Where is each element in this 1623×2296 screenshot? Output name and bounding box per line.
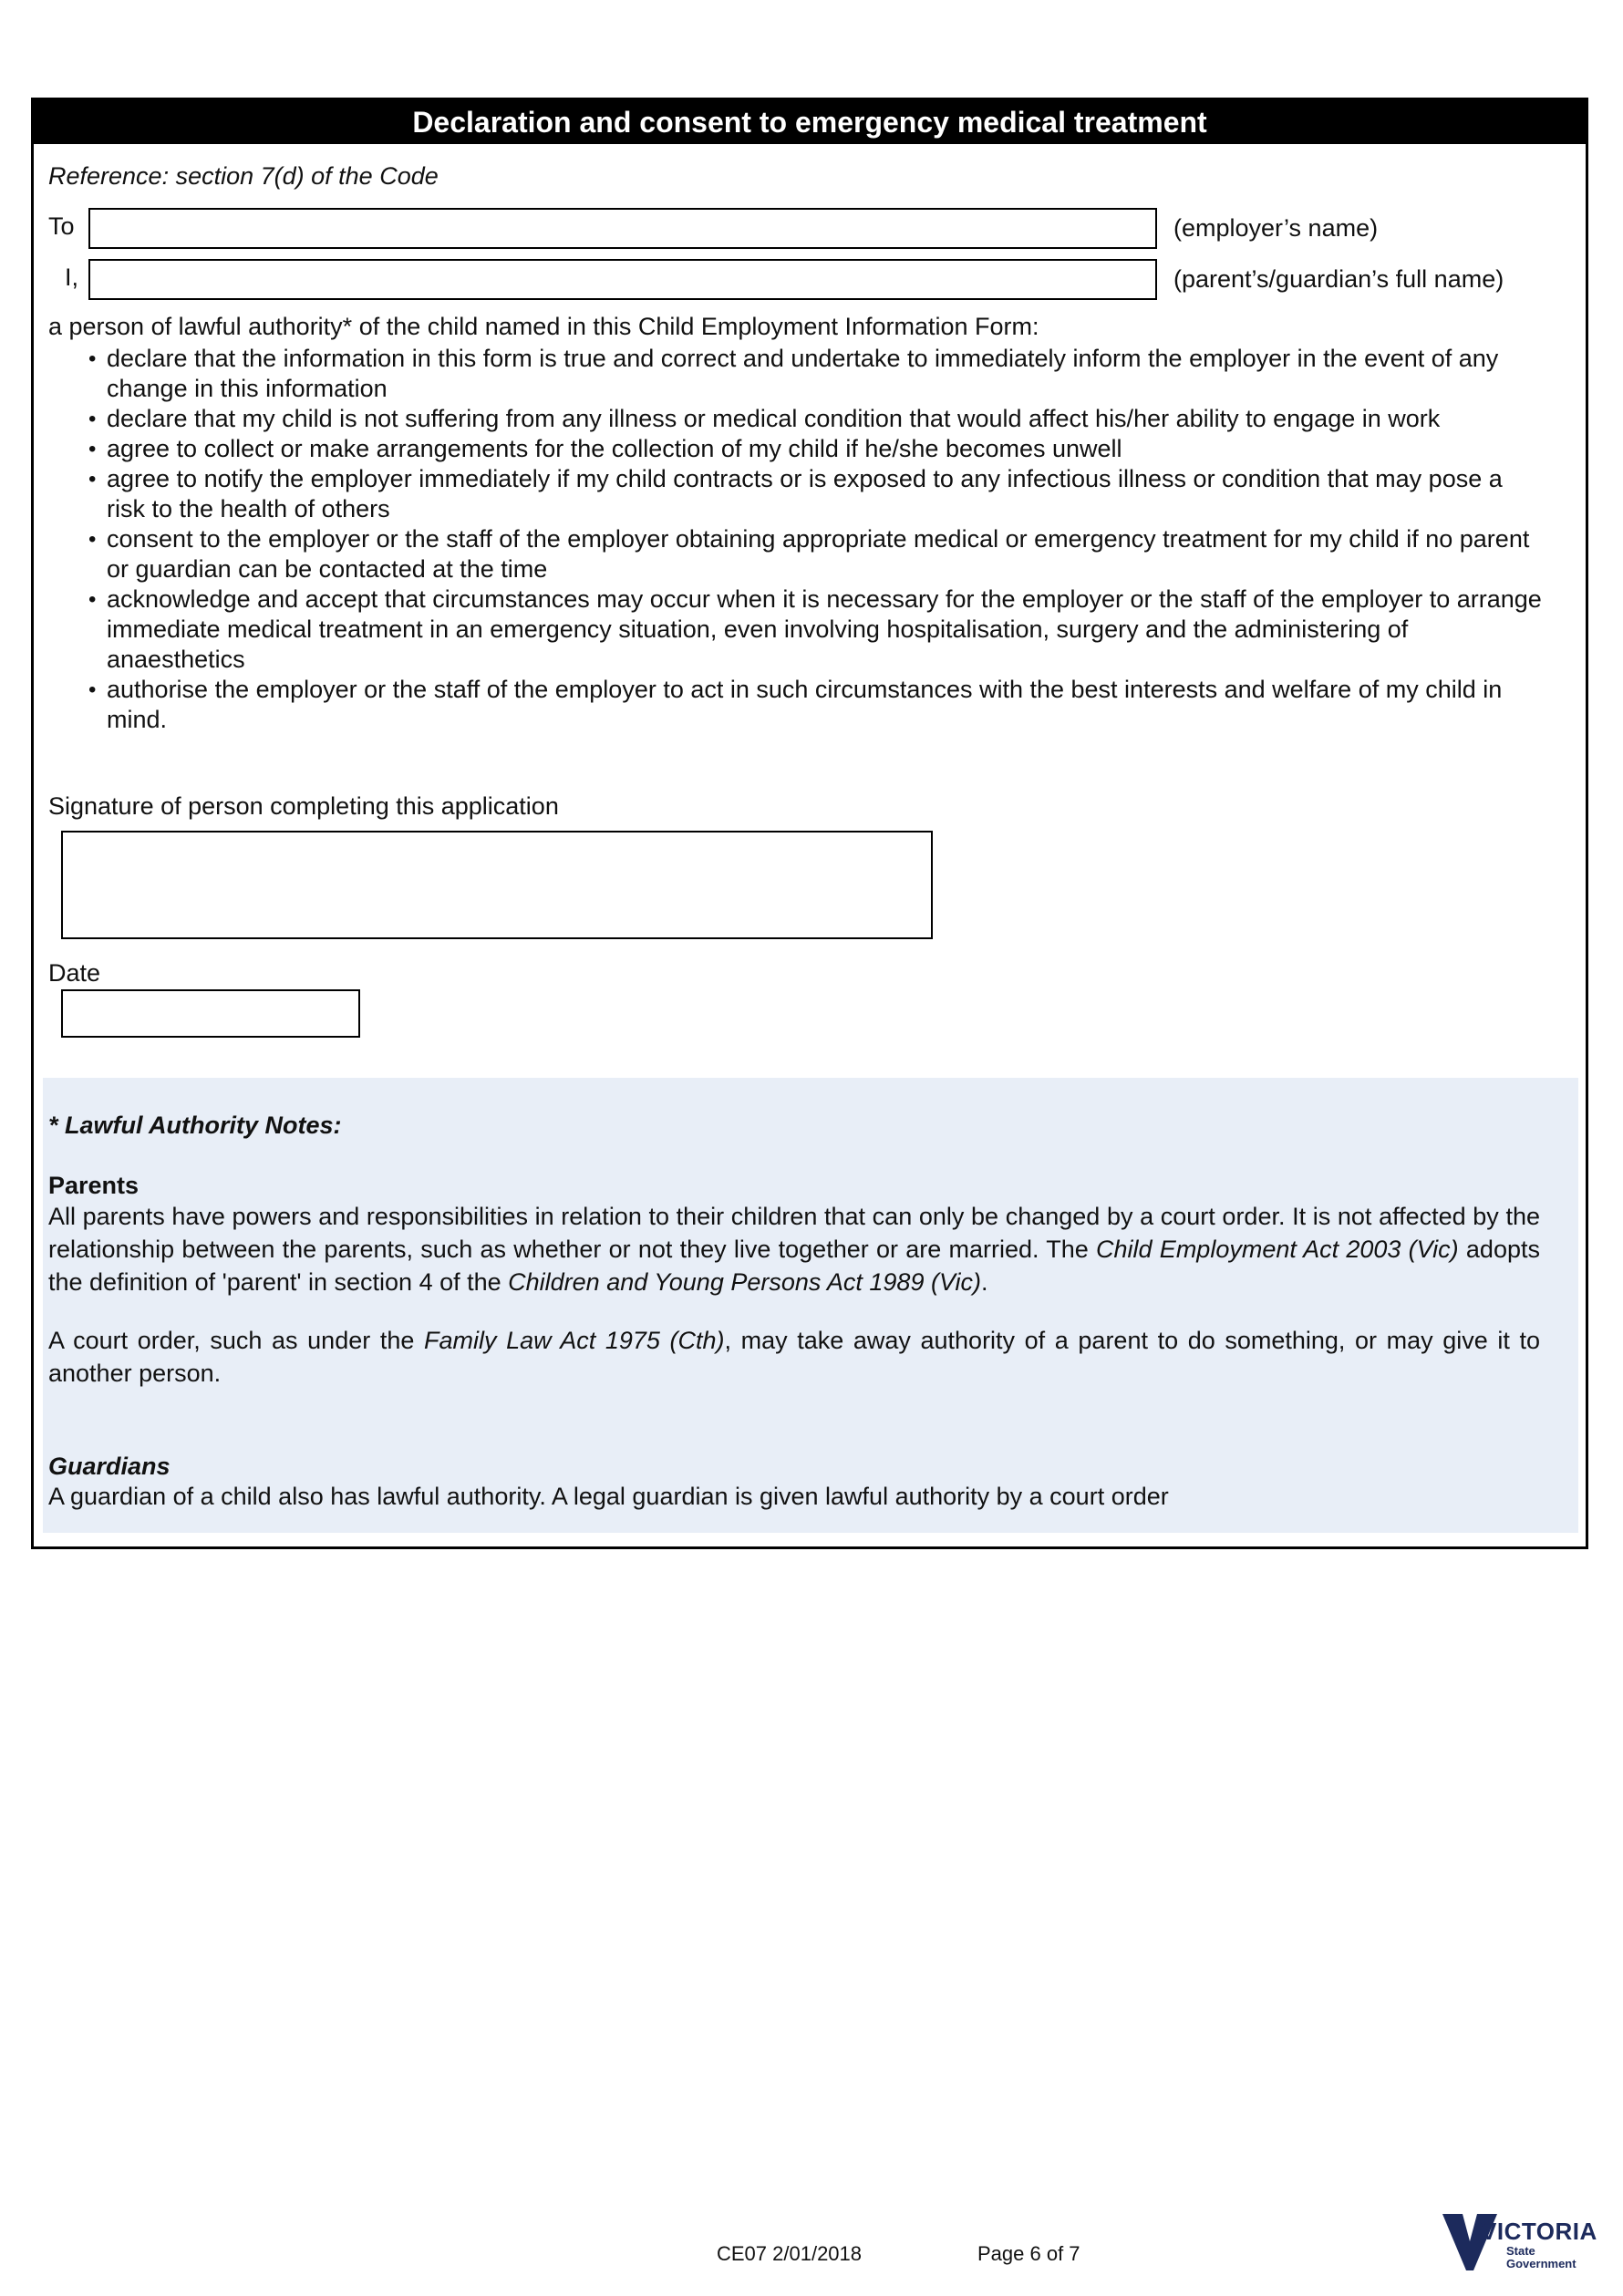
parents-paragraph-2: A court order, such as under the Family Law Act 1975 (Cth), may take away authority of a parent to do something, or may give it to another person. [48,1327,1540,1387]
parents-heading: Parents [48,1172,140,1199]
victoria-government-logo [1442,2214,1597,2278]
logo-subtitle: State Government [1506,2244,1576,2270]
reference-text: Reference: section 7(d) of the Code [48,162,439,190]
page-number: Page 6 of 7 [977,2242,1080,2265]
declaration-intro: a person of lawful authority* of the child named in this Child Employment Information Form: [48,313,1039,340]
date-label: Date [48,959,101,987]
date-field[interactable] [61,989,360,1038]
declaration-form [31,98,1588,1549]
declaration-item: • declare that my child is not suffering from any illness or medical condition that would affect his/her ability to engage in work [88,404,1547,434]
declaration-item: • authorise the employer or the staff of the employer to act in such circumstances with the best interests and welfare of my child in mind. [88,675,1547,735]
signature-label: Signature of person completing this application [48,792,559,820]
parents-paragraph-1: All parents have powers and responsibilities in relation to their children that can only be changed by a court order. It is not affected by the relationship between the parents, such as whether or not they live together or are married. The Child Employment Act 2003 (Vic) adopts the definition of 'parent' in section 4 of the Children and Young Persons Act 1989 (Vic). [48,1203,1540,1296]
logo-wordmark: VICTORIA [1481,2218,1597,2245]
form-code: CE07 2/01/2018 [717,2242,863,2265]
declaration-item: • declare that the information in this form is true and correct and undertake to immediately inform the employer in the event of any change in this information [88,344,1547,404]
notes-heading: * Lawful Authority Notes: [48,1112,342,1139]
parent-name-hint: (parent’s/guardian’s full name) [1173,265,1504,293]
employer-name-field[interactable] [88,208,1157,249]
to-label: To [48,212,75,240]
declaration-list [88,344,1547,735]
lawful-authority-notes [43,1078,1578,1533]
declaration-item: • consent to the employer or the staff of the employer obtaining appropriate medical or emergency treatment for my child if no parent or guardian can be contacted at the time [88,524,1547,584]
declaration-item: • agree to notify the employer immediately if my child contracts or is exposed to any infectious illness or condition that may pose a risk to the health of others [88,464,1547,524]
parent-full-name-field[interactable] [88,259,1157,300]
guardians-text: A guardian of a child also has lawful authority. A legal guardian is given lawful authority by a court order [48,1483,1169,1510]
i-label: I, [65,264,79,291]
declaration-item: • acknowledge and accept that circumstances may occur when it is necessary for the employer or the staff of the employer to arrange immediate medical treatment in an emergency situation, even involving hospitalisation, surgery and the administering of anaesthetics [88,584,1547,675]
signature-field[interactable] [61,831,933,939]
guardians-heading: Guardians [48,1453,171,1480]
declaration-item: • agree to collect or make arrangements for the collection of my child if he/she becomes unwell [88,434,1547,464]
form-title: Declaration and consent to emergency medical treatment [34,100,1586,144]
employer-name-hint: (employer’s name) [1173,214,1379,242]
